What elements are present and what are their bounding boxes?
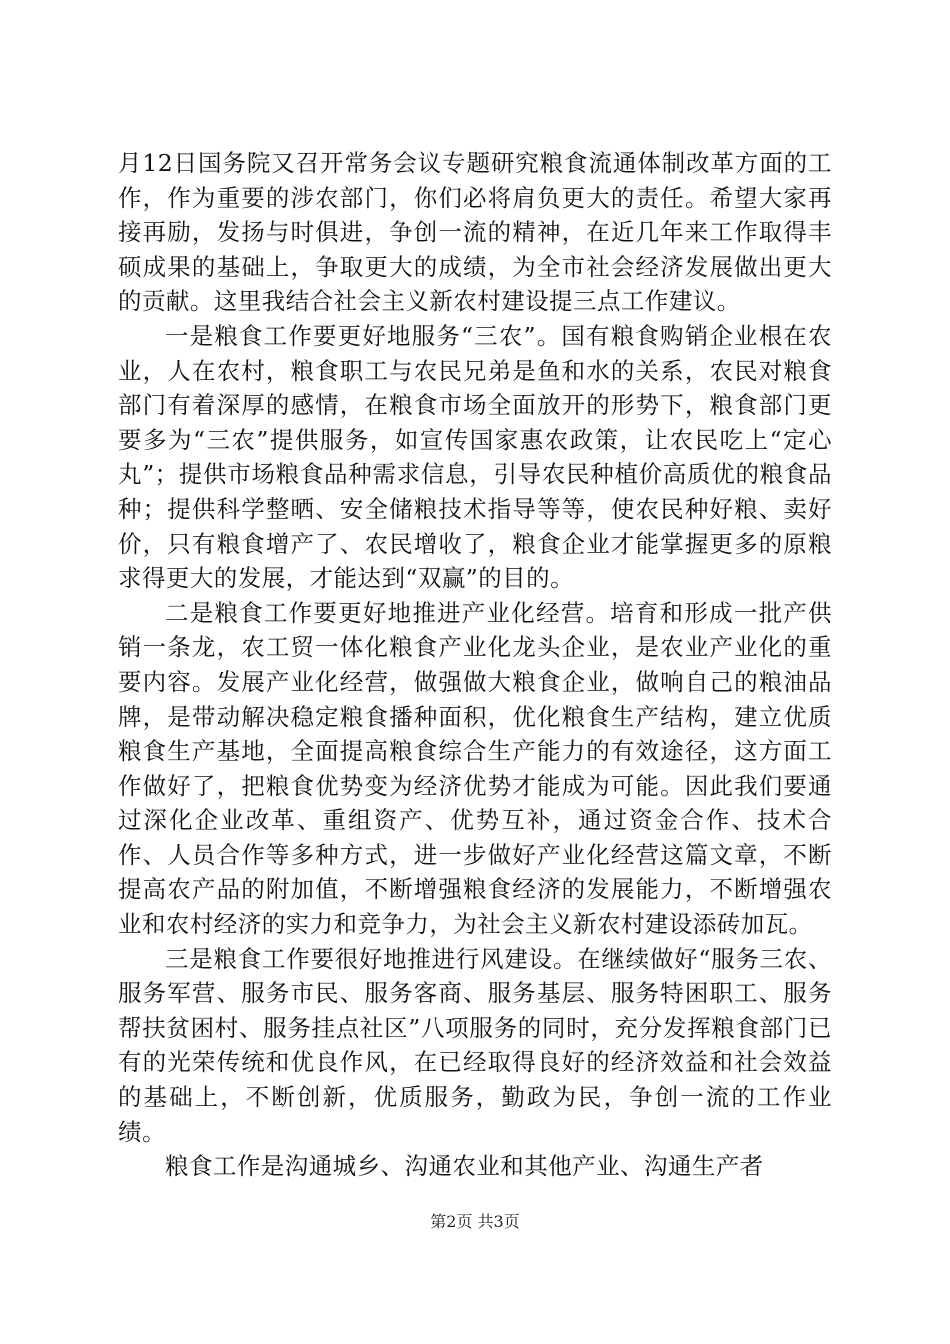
paragraph-4: 三是粮食工作要很好地推进行风建设。在继续做好“服务三农、服务军营、服务市民、服务客商、服务基层、服务特困职工、服务帮扶贫困村、服务挂点社区”八项服务的同时，充分发挥粮食部门已有的光荣传统和优良作风，在已经取得良好的经济效益和社会效益的基础上，不断创新，优质服务，勤政为民，争创一流的工作业绩。 (118, 944, 832, 1146)
paragraph-1: 月12日国务院又召开常务会议专题研究粮食流通体制改革方面的工作，作为重要的涉农部门，你们必将肩负更大的责任。希望大家再接再励，发扬与时俱进，争创一流的精神，在近几年来工作取得丰硕成果的基础上，争取更大的成绩，为全市社会经济发展做出更大的贡献。这里我结合社会主义新农村建设提三点工作建议。 (118, 149, 832, 316)
page-number-footer: 第2页 共3页 (430, 1212, 520, 1231)
paragraph-3: 二是粮食工作要更好地推进产业化经营。培育和形成一批产供销一条龙，农工贸一体化粮食产业化龙头企业，是农业产业化的重要内容。发展产业化经营，做强做大粮食企业，做响自己的粮油品牌，是带动解决稳定粮食播种面积，优化粮食生产结构，建立优质粮食生产基地，全面提高粮食综合生产能力的有效途径，这方面工作做好了，把粮食优势变为经济优势才能成为可能。因此我们要通过深化企业改革、重组资产、优势互补，通过资金合作、技术合作、人员合作等多种方式，进一步做好产业化经营这篇文章，不断提高农产品的附加值，不断增强粮食经济的发展能力，不断增强农业和农村经济的实力和竞争力，为社会主义新农村建设添砖加瓦。 (118, 598, 832, 939)
document-body (118, 146, 832, 1184)
paragraph-2: 一是粮食工作要更好地服务“三农”。国有粮食购销企业根在农业，人在农村，粮食职工与农民兄弟是鱼和水的关系，农民对粮食部门有着深厚的感情，在粮食市场全面放开的形势下，粮食部门更要多为“三农”提供服务，如宣传国家惠农政策，让农民吃上“定心丸”；提供市场粮食品种需求信息，引导农民种植价高质优的粮食品种；提供科学整晒、安全储粮技术指导等等，使农民种好粮、卖好价，只有粮食增产了、农民增收了，粮食企业才能掌握更多的原粮求得更大的发展，才能达到“双赢”的目的。 (118, 321, 832, 593)
paragraph-5: 粮食工作是沟通城乡、沟通农业和其他产业、沟通生产者 (165, 1152, 764, 1181)
